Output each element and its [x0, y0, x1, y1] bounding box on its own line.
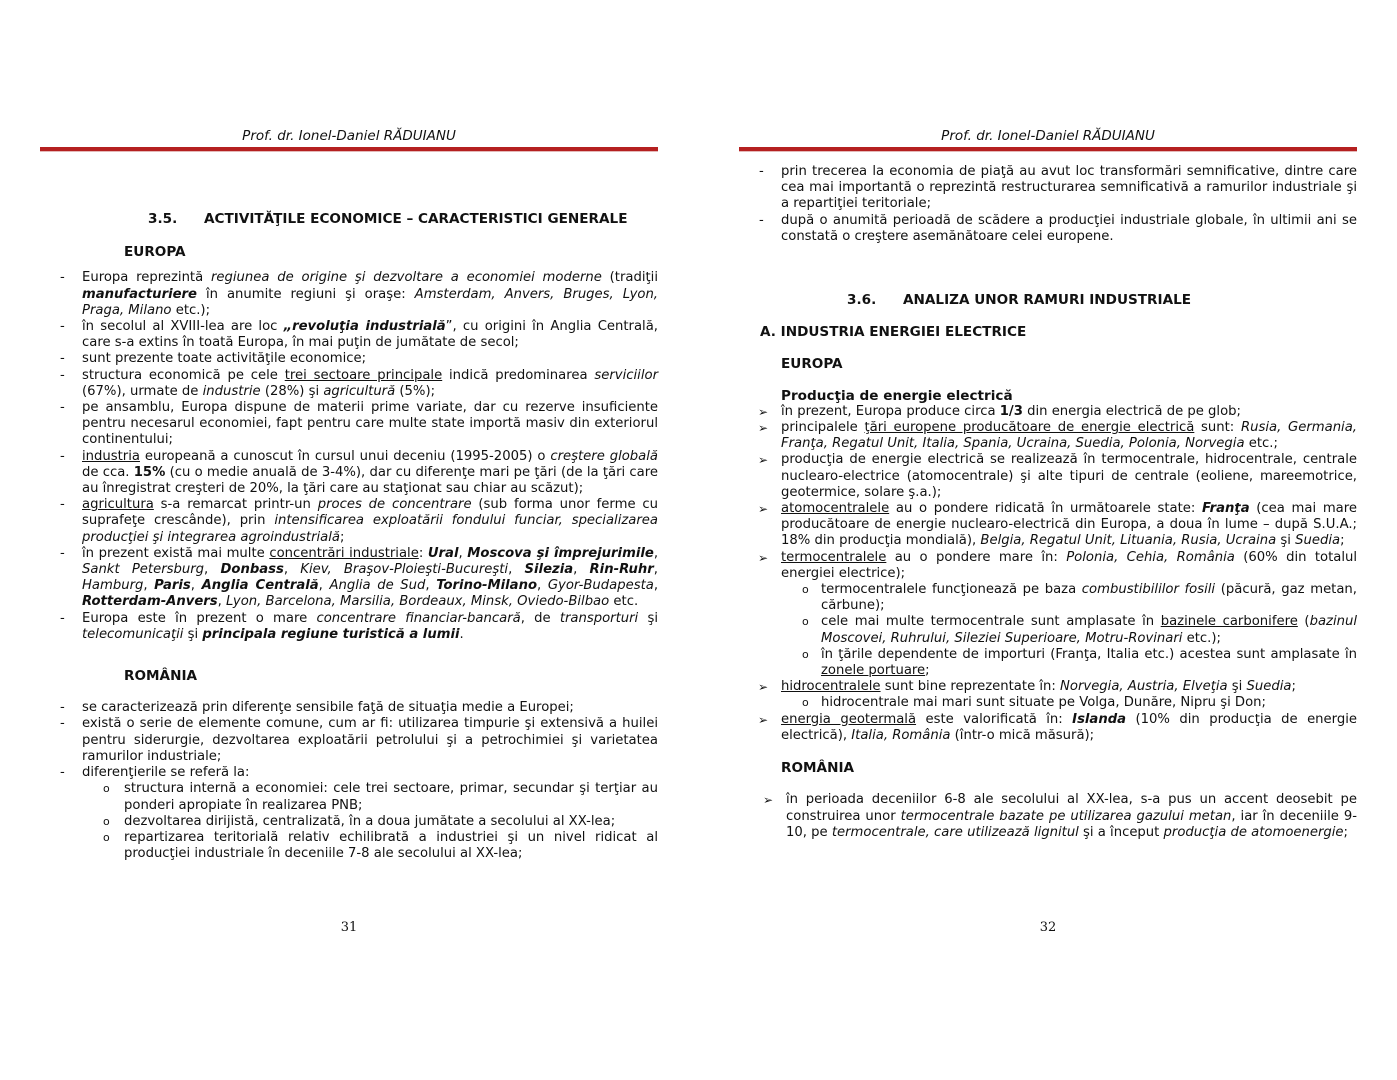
- sublist-item: o repartizarea teritorială relativ echilibrată a industriei şi un nivel ridicat al producţiei industriale în deceniile 7-8 ale secolului al XX-lea;: [40, 830, 658, 862]
- energy-list: [739, 404, 1357, 582]
- text-run: concentrări industriale: [269, 545, 419, 561]
- text-run: atomocentralele: [781, 501, 890, 517]
- continued-list: [739, 164, 1357, 245]
- text-run: Donbass: [220, 562, 284, 578]
- list-item: - Europa reprezintă regiunea de origine şi dezvoltare a economiei moderne (tradiţii manufacturiere în anumite regiuni şi oraşe: Amsterdam, Anvers, Bruges, Lyon, Praga, Milano etc.);: [40, 270, 658, 319]
- page-31: [40, 0, 658, 1080]
- europa-heading: EUROPA: [124, 244, 186, 261]
- text-run: Sankt Petersburg: [82, 562, 205, 578]
- text-run: principala regiune turistică a lumii: [202, 626, 460, 642]
- text-run: Belgia, Regatul Unit, Lituania, Rusia, Ucraina: [980, 533, 1277, 549]
- text-run: Polonia, Cehia, România: [1066, 549, 1235, 565]
- text-run: Ural: [427, 545, 459, 561]
- text-run: transporturi: [559, 610, 639, 626]
- text-run: 15%: [133, 464, 166, 480]
- text-run: 1/3: [999, 403, 1023, 419]
- text-run: manufacturiere: [82, 286, 197, 302]
- list-item: ➢ energia geotermală este valorificată în: Islanda (10% din producţia de energie electrică), Italia, România (într-o mică măsură);: [739, 712, 1357, 744]
- thermo-sublist: [739, 582, 1357, 679]
- page-header: Prof. dr. Ionel-Daniel RĂDUIANU: [941, 128, 1155, 144]
- text-run: termocentralele: [781, 549, 887, 565]
- section-heading: [40, 211, 658, 227]
- page-number: 32: [1039, 920, 1057, 935]
- page-content: [739, 164, 1357, 841]
- page-32: [739, 0, 1357, 1080]
- page-number: 31: [340, 920, 358, 935]
- text-run: concentrare financiar-bancară: [316, 610, 521, 626]
- list-item: - se caracterizează prin diferenţe sensibile faţă de situaţia medie a Europei;: [40, 700, 658, 716]
- text-run: Anglia Centrală: [201, 578, 319, 594]
- text-run: agricultura: [82, 497, 154, 513]
- text-run: Rin-Ruhr: [589, 562, 654, 578]
- list-item: ➢ termocentralele au o pondere mare în: Polonia, Cehia, România (60% din totalul energiei electrice);: [739, 550, 1357, 582]
- sublist-item: o în ţările dependente de importuri (Franţa, Italia etc.) acestea sunt amplasate în zonele portuare;: [739, 647, 1357, 679]
- text-run: bazinele carbonifere: [1160, 614, 1298, 630]
- text-run: Rusia, Germania, Franţa, Regatul Unit, Italia, Spania, Ucraina, Suedia, Polonia, Norvegia: [781, 420, 1357, 452]
- text-run: telecomunicaţii: [82, 626, 184, 642]
- list-item: ➢ în perioada deceniilor 6-8 ale secolului al XX-lea, s-a pus un accent deosebit pe construirea unor termocentrale bazate pe utilizarea gazului metan, iar în deceniile 9-10, pe termocentrale, care utilizează lignitul şi a început producţia de atomoenergie;: [739, 792, 1357, 841]
- text-run: industrie: [202, 383, 261, 399]
- header-rule: [40, 147, 658, 152]
- text-run: Rotterdam-Anvers: [82, 594, 218, 610]
- hydro-list: [739, 679, 1357, 695]
- text-run: proces de concentrare: [317, 497, 472, 513]
- list-item: - există o serie de elemente comune, cum ar fi: utilizarea timpurie şi extensivă a huilei pentru siderurgie, dezvoltarea exploatării petrolului şi a petrochimiei şi varietatea ramurilor industriale;: [40, 716, 658, 765]
- sublist-item: o hidrocentrale mai mari sunt situate pe Volga, Dunăre, Nipru şi Don;: [739, 695, 1357, 711]
- list-item: - în secolul al XVIII-lea are loc „revoluţia industrială”, cu origini în Anglia Centrală, care s-a extins în toată Europa, în mai puţin de jumătate de secol;: [40, 319, 658, 351]
- text-run: Anglia de Sud: [329, 578, 426, 594]
- text-run: Gyor-Budapesta: [547, 578, 654, 594]
- list-item: ➢ hidrocentralele sunt bine reprezentate în: Norvegia, Austria, Elveţia şi Suedia;: [739, 679, 1357, 695]
- text-run: Norvegia, Austria, Elveţia: [1060, 679, 1228, 695]
- text-run: hidrocentralele: [781, 679, 881, 695]
- section-title: ANALIZA UNOR RAMURI INDUSTRIALE: [903, 292, 1192, 309]
- sublist-item: o cele mai multe termocentrale sunt amplasate în bazinele carbonifere (bazinul Moscovei, Ruhrului, Sileziei Superioare, Motru-Rovinari etc.);: [739, 614, 1357, 646]
- text-run: Hamburg: [82, 578, 144, 594]
- list-item: - agricultura s-a remarcat printr-un proces de concentrare (sub forma unor ferme cu suprafeţe crescânde), prin intensificarea exploatării fondului funciar, specializarea producţiei şi integrarea agroindustrială;: [40, 497, 658, 546]
- subsection-title: A. INDUSTRIA ENERGIEI ELECTRICE: [760, 324, 1027, 341]
- list-item: - prin trecerea la economia de piaţă au avut loc transformări semnificative, dintre care cea mai importantă o reprezintă restructurarea semnificativă a ramurilor industriale şi a repartiţiei teritoriale;: [739, 164, 1357, 213]
- text-run: Paris: [154, 578, 191, 594]
- text-run: combustibililor fosili: [1081, 582, 1216, 598]
- text-run: bazinul Moscovei, Ruhrului, Sileziei Superioare, Motru-Rovinari: [821, 614, 1357, 646]
- text-run: lignitul: [1033, 824, 1079, 840]
- text-run: Lyon, Barcelona, Marsilia, Bordeaux, Minsk, Oviedo-Bilbao: [226, 594, 610, 610]
- text-run: intensificarea exploatării fondului funciar, specializarea producţiei şi integrarea agroindustrială: [82, 513, 658, 545]
- list-item: ➢ principalele ţări europene producătoare de energie electrică sunt: Rusia, Germania, Franţa, Regatul Unit, Italia, Spania, Ucraina, Suedia, Polonia, Norvegia etc.;: [739, 420, 1357, 452]
- text-run: termocentrale, care utilizează: [831, 824, 1030, 840]
- romania-list: [40, 700, 658, 781]
- list-item: ➢ în prezent, Europa produce circa 1/3 din energia electrică de pe glob;: [739, 404, 1357, 420]
- page-header: Prof. dr. Ionel-Daniel RĂDUIANU: [242, 128, 456, 144]
- production-heading: Producţia de energie electrică: [781, 387, 1013, 404]
- list-item: - Europa este în prezent o mare concentrare financiar-bancară, de transporturi şi telecomunicaţii şi principala regiune turistică a lumii.: [40, 611, 658, 643]
- list-item: - după o anumită perioadă de scădere a producţiei industriale globale, în ultimii ani se constată o creştere asemănătoare celei europene.: [739, 213, 1357, 245]
- list-item: - industria europeană a cunoscut în cursul unui deceniu (1995-2005) o creştere globală de cca. 15% (cu o medie anuală de 3-4%), dar cu diferenţe mari pe ţări (de la ţări care au înregistrat creşteri de 20%, la ţări care au staţionat sau chiar au scăzut);: [40, 449, 658, 498]
- sublist-item: o dezvoltarea dirijistă, centralizată, în a doua jumătate a secolului al XX-lea;: [40, 814, 658, 830]
- list-item: ➢ atomocentralele au o pondere ridicată în următoarele state: Franţa (cea mai mare producătoare de energie nuclearo-electrică din Europa, a doua în lume – după S.U.A.; 18% din producţia mondială), Belgia, Regatul Unit, Lituania, Rusia, Ucraina şi Suedia;: [739, 501, 1357, 550]
- list-item: - în prezent există mai multe concentrări industriale: Ural, Moscova şi împrejurimile, Sankt Petersburg, Donbass, Kiev, Braşov-Ploieşti-Bucureşti, Silezia, Rin-Ruhr, Hamburg, Paris, Anglia Centrală, Anglia de Sud, Torino-Milano, Gyor-Budapesta, Rotterdam-Anvers, Lyon, Barcelona, Marsilia, Bordeaux, Minsk, Oviedo-Bilbao etc.: [40, 546, 658, 611]
- list-item: - diferenţierile se referă la:: [40, 765, 658, 781]
- text-run: producţia de atomoenergie: [1163, 824, 1344, 840]
- text-run: Italia, România: [851, 727, 951, 743]
- text-run: Kiev, Braşov-Ploieşti-Bucureşti: [300, 562, 509, 578]
- text-run: Torino-Milano: [436, 578, 538, 594]
- text-run: ţări europene producătoare de energie electrică: [864, 420, 1195, 436]
- text-run: industria: [82, 448, 140, 464]
- section-number: 3.5.: [148, 211, 178, 227]
- text-run: Suedia: [1295, 533, 1341, 549]
- romania-heading: ROMÂNIA: [781, 760, 855, 777]
- text-run: regiunea de origine şi dezvoltare a economiei moderne: [210, 270, 602, 286]
- text-run: Silezia: [524, 562, 574, 578]
- europa-list: [40, 270, 658, 643]
- list-item: - pe ansamblu, Europa dispune de materii prime variate, dar cu rezerve insuficiente pentru necesarul economiei, fapt pentru care multe state importă masiv din exteriorul continentului;: [40, 400, 658, 449]
- text-run: Franţa: [1202, 501, 1250, 517]
- text-run: Islanda: [1072, 711, 1127, 727]
- text-run: Amsterdam, Anvers, Bruges, Lyon, Praga, Milano: [82, 286, 658, 318]
- section-heading: [739, 292, 1357, 308]
- text-run: agricultură: [323, 383, 396, 399]
- sublist-item: o termocentralele funcţionează pe baza combustibililor fosili (păcură, gaz metan, cărbune);: [739, 582, 1357, 614]
- list-item: ➢ producţia de energie electrică se realizează în termocentrale, hidrocentrale, centrale nuclearo-electrice (atomocentrale) şi alte tipuri de centrale (eoliene, mareemotrice, geotermice, solare ş.a.);: [739, 452, 1357, 501]
- text-run: termocentrale bazate pe utilizarea gazului metan: [900, 808, 1232, 824]
- text-run: „revoluţia industrială: [283, 319, 446, 335]
- page-content: [40, 211, 658, 862]
- text-run: Suedia: [1246, 679, 1292, 695]
- section-title: ACTIVITĂŢILE ECONOMICE – CARACTERISTICI GENERALE: [204, 211, 628, 227]
- text-run: trei sectoare principale: [284, 367, 443, 383]
- list-item: - structura economică pe cele trei sectoare principale indică predominarea serviciilor (67%), urmate de industrie (28%) şi agricultură (5%);: [40, 368, 658, 400]
- europa-heading: EUROPA: [781, 356, 843, 373]
- text-run: energia geotermală: [781, 711, 917, 727]
- romania-heading: ROMÂNIA: [124, 668, 198, 685]
- header-rule: [739, 147, 1357, 152]
- text-run: creştere globală: [550, 448, 658, 464]
- list-item: - sunt prezente toate activităţile economice;: [40, 351, 658, 367]
- romania-list: [739, 792, 1357, 841]
- text-run: serviciilor: [594, 367, 658, 383]
- section-number: 3.6.: [847, 292, 877, 309]
- romania-sublist: [40, 781, 658, 862]
- hydro-sublist: [739, 695, 1357, 711]
- text-run: zonele portuare: [821, 663, 926, 679]
- geo-list: [739, 712, 1357, 744]
- text-run: Moscova şi împrejurimile: [467, 545, 654, 561]
- sublist-item: o structura internă a economiei: cele trei sectoare, primar, secundar şi terţiar au ponderi apropiate în realizarea PNB;: [40, 781, 658, 813]
